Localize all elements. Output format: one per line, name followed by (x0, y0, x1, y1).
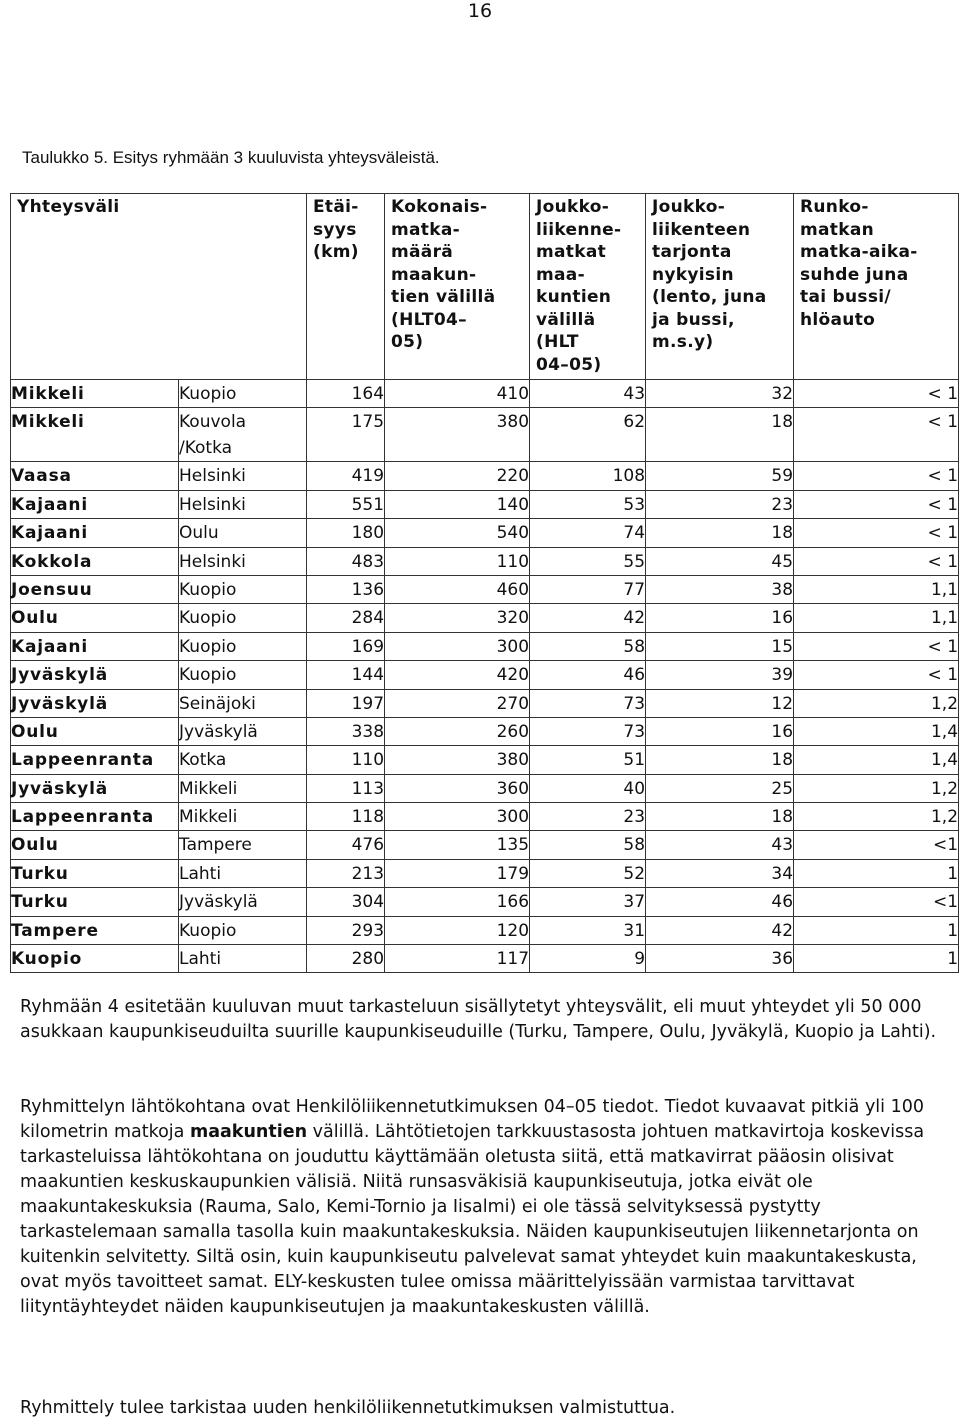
table-row (11, 945, 959, 973)
route-to: Kuopio (179, 380, 307, 408)
route-from: Kajaani (11, 490, 179, 518)
ratio-cell: < 1 (794, 380, 959, 408)
ratio-cell: <1 (794, 888, 959, 916)
route-from: Vaasa (11, 462, 179, 490)
paragraph-text-start: Ryhmittelyn lähtökohtana ovat Henkilöliikennetutkimuksen 04–05 tiedot. Tiedot kuvaavat pitkiä yli 100 kilometrin matkoja (20, 1097, 924, 1142)
offer-cell: 42 (646, 916, 794, 944)
offer-cell: 43 (646, 831, 794, 859)
public-trips-cell: 31 (530, 916, 646, 944)
public-trips-cell: 51 (530, 746, 646, 774)
distance-cell: 280 (307, 945, 385, 973)
ratio-cell: <1 (794, 831, 959, 859)
offer-cell: 32 (646, 380, 794, 408)
public-trips-cell: 73 (530, 689, 646, 717)
header-distance: Etäi- syys (km) (307, 194, 385, 380)
route-to: Helsinki (179, 462, 307, 490)
total-trips-cell: 135 (385, 831, 530, 859)
total-trips-cell: 300 (385, 803, 530, 831)
distance-cell: 169 (307, 632, 385, 660)
offer-cell: 18 (646, 746, 794, 774)
distance-cell: 419 (307, 462, 385, 490)
distance-cell: 136 (307, 575, 385, 603)
route-from: Kajaani (11, 632, 179, 660)
table-caption: Taulukko 5. Esitys ryhmään 3 kuuluvista yhteysväleistä. (22, 148, 440, 167)
ratio-cell: 1 (794, 945, 959, 973)
route-to: Kotka (179, 746, 307, 774)
ratio-cell: 1,4 (794, 717, 959, 745)
total-trips-cell: 179 (385, 859, 530, 887)
total-trips-cell: 410 (385, 380, 530, 408)
total-trips-cell: 360 (385, 774, 530, 802)
table-row (11, 575, 959, 603)
route-to: Seinäjoki (179, 689, 307, 717)
table-row (11, 519, 959, 547)
route-from: Joensuu (11, 575, 179, 603)
route-to: Kouvola /Kotka (179, 408, 307, 462)
paragraph-text-end: välillä. Lähtötietojen tarkkuustasosta johtuen matkavirtoja koskevissa tarkasteluissa lähtökohtana on jouduttu käyttämään oletusta siitä, että matkavirrat pääosin olisivat maakuntien keskuskaupunkien välisiä. Niitä runsasväkisiä kaupunkiseutuja, jotka eivät ole maakuntakeskuksia (Rauma, Salo, Kemi-Tornio ja Iisalmi) ei ole tässä selvityksessä pystytty tarkastelemaan samalla tasolla kuin maakuntakeskuksia. Näiden kaupunkiseutujen liikennetarjonta on kuitenkin selvitetty. Siltä osin, kuin kaupunkiseutu palvelevat samat yhteydet kuin maakuntakeskusta, ovat myös tavoitteet samat. ELY-keskusten tulee omissa määrittelyissään varmistaa tarvittavat liityntäyhteydet näiden kaupunkiseutujen ja maakuntakeskusten välillä. (20, 1122, 925, 1317)
route-from: Kuopio (11, 945, 179, 973)
table-row (11, 831, 959, 859)
total-trips-cell: 380 (385, 408, 530, 462)
offer-cell: 16 (646, 717, 794, 745)
header-route: Yhteysväli (11, 194, 307, 380)
table-row (11, 462, 959, 490)
header-travel-time-ratio: Runko- matkan matka-aika- suhde juna tai bussi/ hlöauto (794, 194, 959, 380)
ratio-cell: < 1 (794, 661, 959, 689)
offer-cell: 45 (646, 547, 794, 575)
route-from: Kokkola (11, 547, 179, 575)
total-trips-cell: 540 (385, 519, 530, 547)
public-trips-cell: 23 (530, 803, 646, 831)
route-from: Lappeenranta (11, 746, 179, 774)
table-row (11, 547, 959, 575)
offer-cell: 39 (646, 661, 794, 689)
public-trips-cell: 40 (530, 774, 646, 802)
public-trips-cell: 37 (530, 888, 646, 916)
header-total-trips: Kokonais- matka- määrä maakun- tien välillä (HLT04– 05) (385, 194, 530, 380)
distance-cell: 144 (307, 661, 385, 689)
public-trips-cell: 74 (530, 519, 646, 547)
offer-cell: 18 (646, 803, 794, 831)
ratio-cell: < 1 (794, 462, 959, 490)
public-trips-cell: 58 (530, 831, 646, 859)
route-from: Jyväskylä (11, 774, 179, 802)
table-row (11, 746, 959, 774)
offer-cell: 38 (646, 575, 794, 603)
route-to: Mikkeli (179, 803, 307, 831)
ratio-cell: 1,4 (794, 746, 959, 774)
route-from: Turku (11, 888, 179, 916)
offer-cell: 18 (646, 408, 794, 462)
public-trips-cell: 46 (530, 661, 646, 689)
offer-cell: 18 (646, 519, 794, 547)
route-to: Mikkeli (179, 774, 307, 802)
paragraph-bold-term: maakuntien (189, 1122, 308, 1142)
route-to: Kuopio (179, 661, 307, 689)
offer-cell: 15 (646, 632, 794, 660)
distance-cell: 338 (307, 717, 385, 745)
distance-cell: 175 (307, 408, 385, 462)
offer-cell: 25 (646, 774, 794, 802)
public-trips-cell: 73 (530, 717, 646, 745)
offer-cell: 46 (646, 888, 794, 916)
ratio-cell: < 1 (794, 632, 959, 660)
public-trips-cell: 58 (530, 632, 646, 660)
distance-cell: 213 (307, 859, 385, 887)
public-trips-cell: 9 (530, 945, 646, 973)
offer-cell: 34 (646, 859, 794, 887)
total-trips-cell: 166 (385, 888, 530, 916)
page-number: 16 (467, 0, 493, 22)
route-from: Kajaani (11, 519, 179, 547)
table-row (11, 604, 959, 632)
table-row (11, 774, 959, 802)
distance-cell: 551 (307, 490, 385, 518)
total-trips-cell: 117 (385, 945, 530, 973)
route-to: Kuopio (179, 575, 307, 603)
total-trips-cell: 220 (385, 462, 530, 490)
public-trips-cell: 77 (530, 575, 646, 603)
route-from: Jyväskylä (11, 661, 179, 689)
ratio-cell: < 1 (794, 547, 959, 575)
distance-cell: 476 (307, 831, 385, 859)
total-trips-cell: 120 (385, 916, 530, 944)
route-from: Tampere (11, 916, 179, 944)
table-row (11, 689, 959, 717)
route-to: Oulu (179, 519, 307, 547)
total-trips-cell: 380 (385, 746, 530, 774)
route-from: Oulu (11, 831, 179, 859)
table-row (11, 490, 959, 518)
offer-cell: 36 (646, 945, 794, 973)
offer-cell: 16 (646, 604, 794, 632)
route-from: Mikkeli (11, 380, 179, 408)
route-to: Helsinki (179, 547, 307, 575)
ratio-cell: < 1 (794, 490, 959, 518)
total-trips-cell: 110 (385, 547, 530, 575)
distance-cell: 293 (307, 916, 385, 944)
distance-cell: 197 (307, 689, 385, 717)
offer-cell: 12 (646, 689, 794, 717)
public-trips-cell: 53 (530, 490, 646, 518)
table-row (11, 380, 959, 408)
route-from: Jyväskylä (11, 689, 179, 717)
paragraph-grouping-basis (20, 1095, 950, 1320)
route-to: Lahti (179, 945, 307, 973)
header-transport-offer: Joukko- liikenteen tarjonta nykyisin (lento, juna ja bussi, m.s.y) (646, 194, 794, 380)
ratio-cell: < 1 (794, 408, 959, 462)
distance-cell: 180 (307, 519, 385, 547)
table-row (11, 717, 959, 745)
connection-table (10, 193, 959, 973)
route-from: Turku (11, 859, 179, 887)
total-trips-cell: 270 (385, 689, 530, 717)
public-trips-cell: 42 (530, 604, 646, 632)
paragraph-revision-note: Ryhmittely tulee tarkistaa uuden henkilöliikennetutkimuksen valmistuttua. (20, 1398, 676, 1418)
table-row (11, 859, 959, 887)
offer-cell: 59 (646, 462, 794, 490)
public-trips-cell: 62 (530, 408, 646, 462)
route-to: Tampere (179, 831, 307, 859)
ratio-cell: 1,2 (794, 774, 959, 802)
ratio-cell: 1,1 (794, 575, 959, 603)
distance-cell: 483 (307, 547, 385, 575)
distance-cell: 118 (307, 803, 385, 831)
paragraph-group4: Ryhmään 4 esitetään kuuluvan muut tarkasteluun sisällytetyt yhteysvälit, eli muut yhteydet yli 50 000 asukkaan kaupunkiseuduilta suurille kaupunkiseuduille (Turku, Tampere, Oulu, Jyväkylä, Kuopio ja Lahti). (20, 997, 937, 1042)
table-row (11, 632, 959, 660)
ratio-cell: < 1 (794, 519, 959, 547)
ratio-cell: 1,1 (794, 604, 959, 632)
distance-cell: 304 (307, 888, 385, 916)
table-row (11, 408, 959, 462)
total-trips-cell: 320 (385, 604, 530, 632)
route-from: Lappeenranta (11, 803, 179, 831)
table-row (11, 888, 959, 916)
route-to: Jyväskylä (179, 717, 307, 745)
ratio-cell: 1 (794, 916, 959, 944)
table-row (11, 661, 959, 689)
distance-cell: 164 (307, 380, 385, 408)
table-row (11, 803, 959, 831)
public-trips-cell: 52 (530, 859, 646, 887)
ratio-cell: 1 (794, 859, 959, 887)
route-from: Oulu (11, 717, 179, 745)
total-trips-cell: 460 (385, 575, 530, 603)
distance-cell: 110 (307, 746, 385, 774)
distance-cell: 113 (307, 774, 385, 802)
route-from: Oulu (11, 604, 179, 632)
route-to: Jyväskylä (179, 888, 307, 916)
route-to: Lahti (179, 859, 307, 887)
ratio-cell: 1,2 (794, 803, 959, 831)
public-trips-cell: 108 (530, 462, 646, 490)
total-trips-cell: 420 (385, 661, 530, 689)
route-to: Kuopio (179, 916, 307, 944)
header-public-transport-trips: Joukko- liikenne- matkat maa- kuntien välillä (HLT 04–05) (530, 194, 646, 380)
total-trips-cell: 140 (385, 490, 530, 518)
total-trips-cell: 260 (385, 717, 530, 745)
public-trips-cell: 43 (530, 380, 646, 408)
distance-cell: 284 (307, 604, 385, 632)
total-trips-cell: 300 (385, 632, 530, 660)
table-row (11, 916, 959, 944)
route-from: Mikkeli (11, 408, 179, 462)
ratio-cell: 1,2 (794, 689, 959, 717)
route-to: Kuopio (179, 604, 307, 632)
public-trips-cell: 55 (530, 547, 646, 575)
route-to: Kuopio (179, 632, 307, 660)
route-to: Helsinki (179, 490, 307, 518)
table-header-row (11, 194, 959, 380)
offer-cell: 23 (646, 490, 794, 518)
